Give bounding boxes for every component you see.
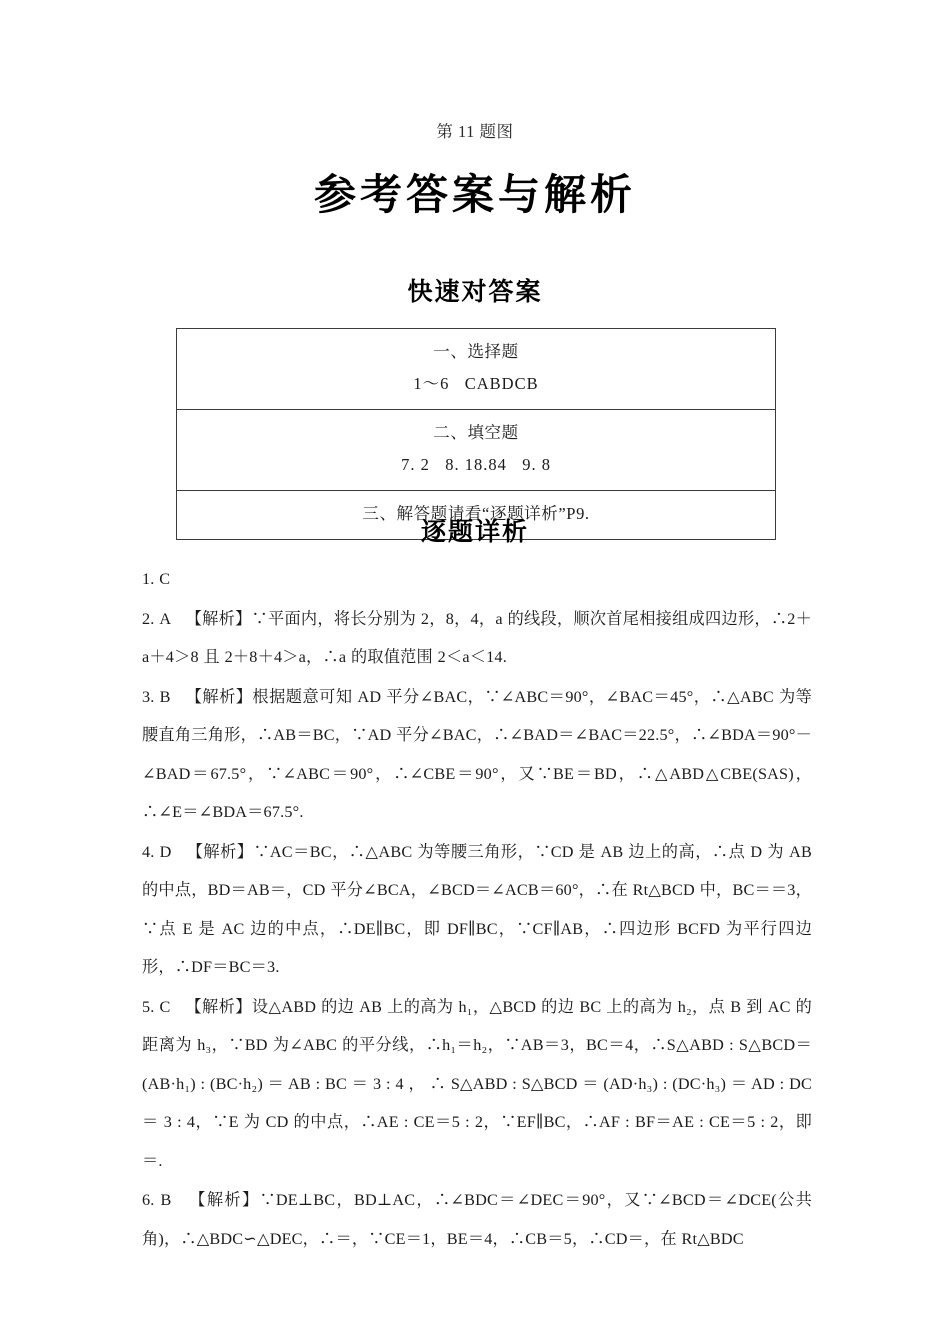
item-number: 2. bbox=[142, 609, 155, 628]
table-row bbox=[177, 410, 776, 491]
list-item bbox=[142, 600, 812, 677]
item-answer: B bbox=[160, 1191, 172, 1209]
figure-caption: 第 11 题图 bbox=[436, 122, 514, 141]
item-number: 4. bbox=[142, 842, 155, 861]
list-item bbox=[142, 560, 812, 599]
section-label-solution: 三、解答题请看“逐题详析”P9. bbox=[362, 504, 590, 523]
section-heading-detailed-analysis: 逐题详析 bbox=[420, 518, 529, 546]
list-item bbox=[142, 1181, 812, 1258]
item-answer: B bbox=[159, 687, 171, 706]
table-cell-fill bbox=[177, 410, 776, 491]
item-explanation: 【解析】∵平面内，将长分别为 2，8，4，a 的线段，顺次首尾相接组成四边形，∴2＋a＋4＞8 且 2＋8＋4＞a，∴a 的取值范围 2＜a＜14. bbox=[142, 609, 812, 666]
page-title: 参考答案与解析 bbox=[313, 171, 636, 218]
table-cell-choice bbox=[177, 329, 776, 410]
answers-choice: 1～6 CABDCB bbox=[413, 374, 539, 393]
item-answer: C bbox=[159, 997, 171, 1016]
item-explanation: 【解析】根据题意可知 AD 平分∠BAC，∵∠ABC＝90°，∠BAC＝45°，∴△ABC 为等腰直角三角形，∴AB＝BC，∵AD 平分∠BAC，∴∠BAD＝∠BAC＝22.5°，∴∠BDA＝90°－∠BAD＝67.5°，∵∠ABC＝90°，∴∠CBE＝90°，又∵BE＝BD，∴△ABD△CBE(SAS)，∴∠E＝∠BDA＝67.5°. bbox=[142, 687, 813, 821]
list-item bbox=[142, 988, 812, 1181]
item-answer: C bbox=[159, 570, 171, 588]
item-number: 6. bbox=[142, 1191, 155, 1209]
section-label-choice: 一、选择题 bbox=[433, 342, 519, 361]
list-item bbox=[142, 833, 812, 987]
item-number: 3. bbox=[142, 687, 155, 706]
item-answer: A bbox=[159, 609, 172, 628]
explanations-list bbox=[142, 560, 812, 1258]
answers-fill: 7. 2 8. 18.84 9. 8 bbox=[401, 455, 551, 474]
quick-answers-table bbox=[176, 328, 776, 540]
section-label-fill: 二、填空题 bbox=[433, 423, 519, 442]
item-answer: D bbox=[159, 842, 172, 861]
item-explanation: 【解析】∵DE⊥BC，BD⊥AC，∴∠BDC＝∠DEC＝90°，又∵∠BCD＝∠DCE(公共角)，∴△BDC∽△DEC，∴＝，∵CE＝1，BE＝4，∴CB＝5，∴CD＝，在 Rt△BDC bbox=[142, 1191, 813, 1248]
item-explanation: 【解析】∵AC＝BC，∴△ABC 为等腰三角形，∵CD 是 AB 边上的高，∴点 D 为 AB 的中点，BD＝AB＝，CD 平分∠BCA，∠BCD＝∠ACB＝60°，∴在 Rt△BCD 中，BC＝＝3，∵点 E 是 AC 边的中点，∴DE∥BC，即 DF∥BC，∵CF∥AB，∴四边形 BCFD 为平行四边形，∴DF＝BC＝3. bbox=[142, 842, 812, 976]
section-heading-quick-answers: 快速对答案 bbox=[407, 278, 543, 306]
table-row bbox=[177, 329, 776, 410]
item-number: 1. bbox=[142, 570, 155, 588]
list-item bbox=[142, 678, 812, 832]
item-explanation: 【解析】设△ABD 的边 AB 上的高为 h₁，△BCD 的边 BC 上的高为 h₂，点 B 到 AC 的距离为 h₃，∵BD 为∠ABC 的平分线，∴h₁＝h₂，∵AB＝3，BC＝4，∴S△ABD : S△BCD＝(AB·h₁) : (BC·h₂) ＝ AB : BC ＝ 3 : 4 ， ∴ S△ABD : S△BCD ＝ (AD·h₃) : (DC·h₃) ＝ AD : DC ＝ 3 : 4，∵E 为 CD 的中点，∴AE : CE＝5 : 2，∵EF∥BC，∴AF : BF＝AE : CE＝5 : 2，即＝. bbox=[142, 997, 812, 1170]
item-number: 5. bbox=[142, 997, 155, 1016]
